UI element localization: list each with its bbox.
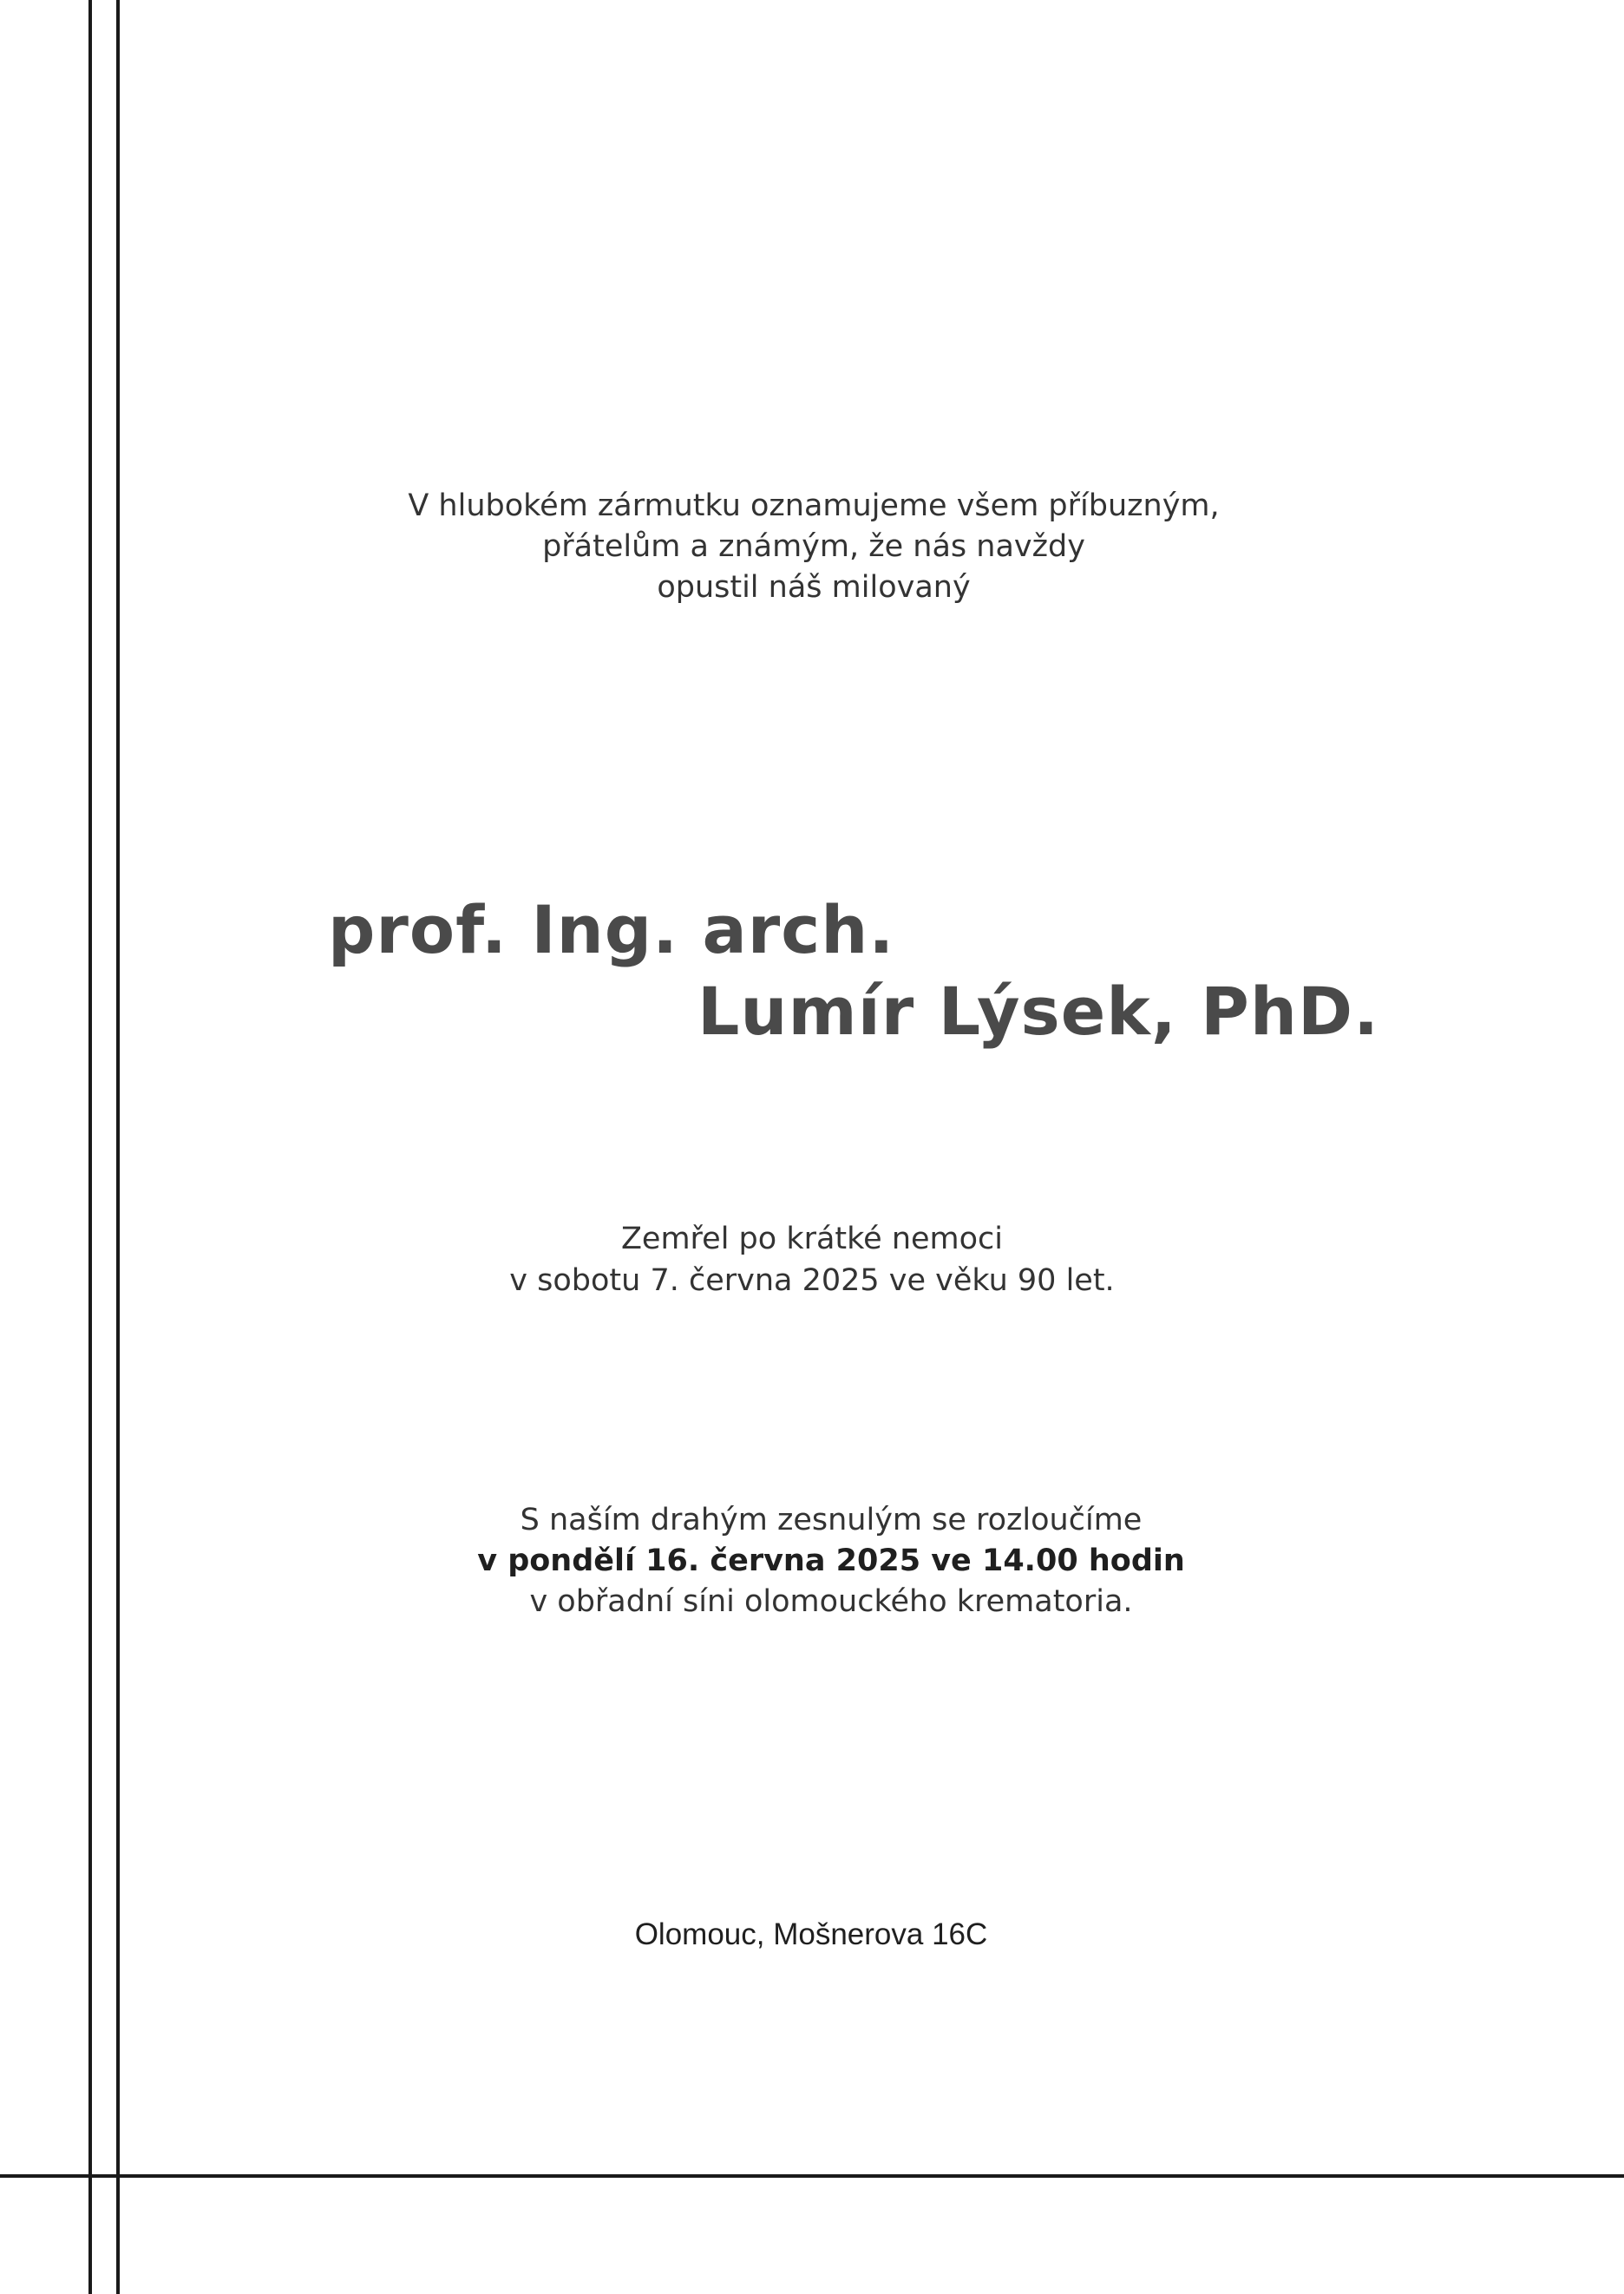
death-info-line: v sobotu 7. června 2025 ve věku 90 let.: [509, 1263, 1115, 1298]
announcement-line: opustil náš milovaný: [657, 570, 971, 605]
farewell-location: v obřadní síni olomouckého krematoria.: [529, 1584, 1133, 1619]
deceased-title: prof. Ing. arch.: [328, 891, 895, 968]
announcement-line: V hlubokém zármutku oznamujeme všem příbuzným,: [408, 488, 1220, 523]
announcement-line: přátelům a známým, že nás navždy: [542, 529, 1085, 564]
farewell-info: [0, 1500, 1624, 1622]
deceased-name: Lumír Lýsek, PhD.: [697, 973, 1379, 1050]
death-info: [0, 1218, 1624, 1301]
farewell-line: S naším drahým zesnulým se rozloučíme: [520, 1503, 1143, 1537]
announcement-text: [0, 486, 1624, 608]
border-line-bottom: [0, 2174, 1624, 2178]
death-info-line: Zemřel po krátké nemoci: [620, 1222, 1004, 1256]
address: Olomouc, Mošnerova 16C: [634, 1917, 988, 1951]
farewell-date-time: v pondělí 16. června 2025 ve 14.00 hodin: [477, 1544, 1185, 1578]
